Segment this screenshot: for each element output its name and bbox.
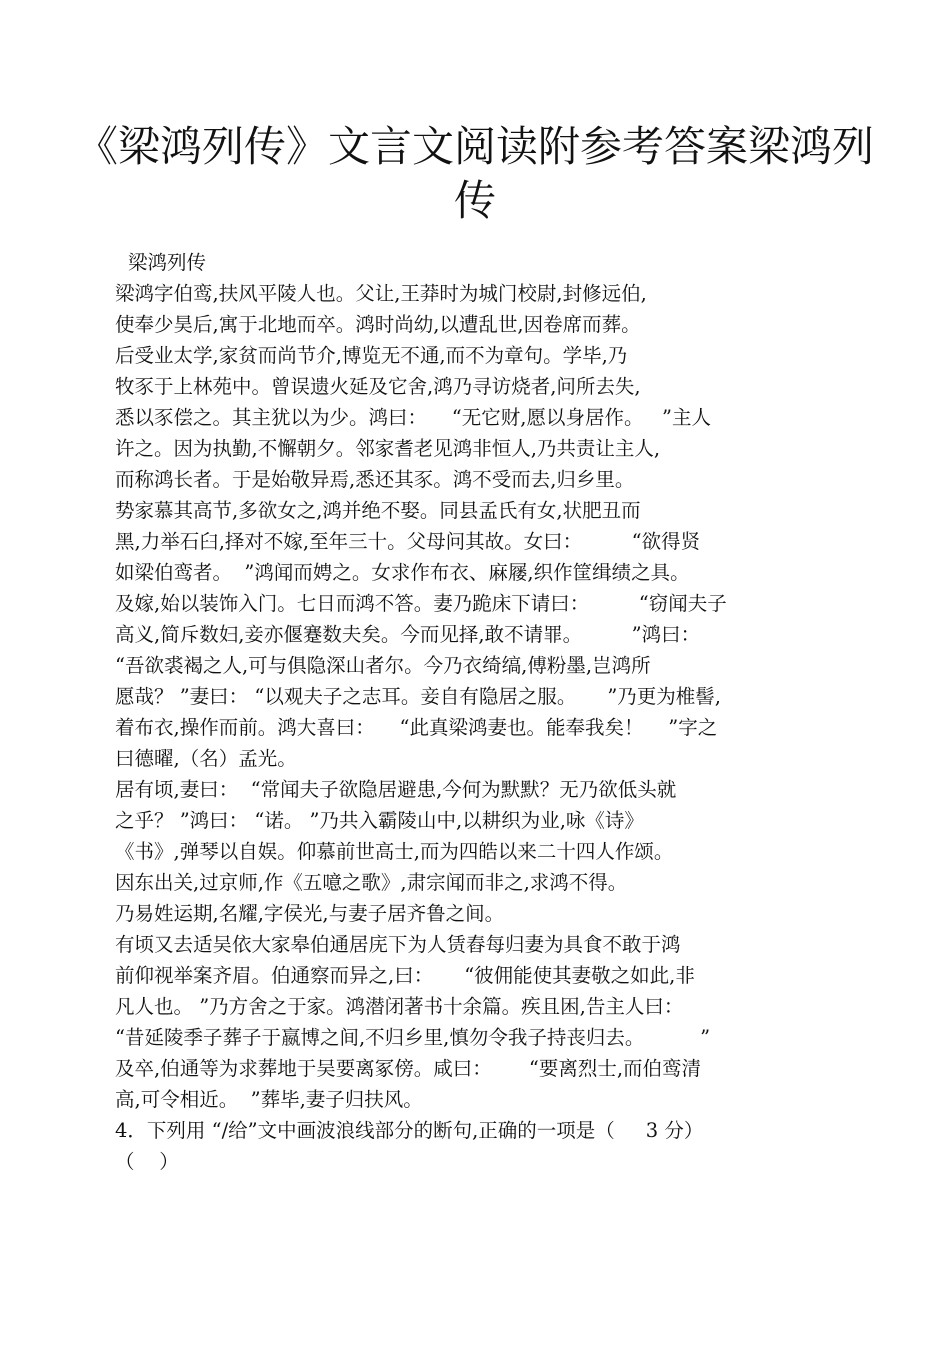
text-line: 牧豕于上林苑中。曾误遗火延及它舍,鸿乃寻访烧者,问所去失, [115,375,641,398]
section-subtitle: 梁鸿列传 [128,251,207,274]
text-line: 使奉少昊后,寓于北地而卒。鸿时尚幼,以遭乱世,因卷席而葬。 [115,313,641,336]
text-line: 因东出关,过京师,作《五噫之歌》,肃宗闻而非之,求鸿不得。 [115,871,628,894]
text-line: “昔延陵季子葬子于嬴博之间,不归乡里,慎勿令我子持丧归去。 ” [115,1026,711,1049]
text-line: 曰德曜,（名）孟光。 [115,747,297,770]
text-line: 许之。因为执勤,不懈朝夕。邻家耆老见鸿非恒人,乃共责让主人, [115,437,661,460]
text-line: 居有顷,妻曰： “常闻夫子欲隐居避患,今何为默默？无乃欲低头就 [115,778,677,801]
document-body [115,247,815,1177]
title-line-1: 《梁鸿列传》文言文阅读附参考答案梁鸿列 [75,122,874,171]
text-line: 愿哉？ ”妻曰： “以观夫子之志耳。妾自有隐居之服。 ”乃更为椎髻, [115,685,721,708]
text-line: 之乎？ ”鸿曰： “诺。 ”乃共入霸陵山中,以耕织为业,咏《诗》 [115,809,644,832]
text-line: 高义,简斥数妇,妾亦偃蹇数夫矣。今而见择,敢不请罪。 ”鸿曰： [115,623,701,646]
title-line-2: 传 [453,176,496,225]
text-line: 着布衣,操作而前。鸿大喜曰： “此真梁鸿妻也。能奉我矣！ ”字之 [115,716,718,739]
text-line: 有顷又去适吴依大家皋伯通居庑下为人赁舂每归妻为具食不敢于鸿 [115,933,681,956]
text-line: 前仰视举案齐眉。伯通察而异之,曰： “彼佣能使其妻敬之如此,非 [115,964,695,987]
text-line: 后受业太学,家贫而尚节介,博览无不通,而不为章句。学毕,乃 [115,344,628,367]
text-line: 高,可令相近。 ”葬毕,妻子归扶风。 [115,1088,423,1111]
text-line: 梁鸿字伯鸾,扶风平陵人也。父让,王莽时为城门校尉,封修远伯, [115,282,647,305]
text-line: 凡人也。 ”乃方舍之于家。鸿潜闭著书十余篇。疾且困,告主人曰： [115,995,684,1018]
text-line: 黑,力举石臼,择对不嫁,至年三十。父母问其故。女曰： “欲得贤 [115,530,701,553]
text-line: 及嫁,始以装饰入门。七日而鸿不答。妻乃跪床下请曰： “窃闻夫子 [115,592,727,615]
text-line: 如梁伯鸾者。 ”鸿闻而娉之。女求作布衣、麻屦,织作筐缉绩之具。 [115,561,690,584]
answer-blank: （ ） [115,1150,179,1173]
question-line: 4．下列用 “/给”文中画波浪线部分的断句,正确的一项是（ 3 分） [115,1119,704,1142]
text-line: 乃易姓运期,名耀,字侯光,与妻子居齐鲁之间。 [115,902,505,925]
text-line: 而称鸿长者。于是始敬异焉,悉还其豕。鸿不受而去,归乡里。 [115,468,635,491]
text-line: “吾欲裘褐之人,可与俱隐深山者尔。今乃衣绮缟,傅粉墨,岂鸿所 [115,654,651,677]
document-title [60,120,890,228]
text-line: 及卒,伯通等为求葬地于吴要离冢傍。咸曰： “要离烈士,而伯鸾清 [115,1057,702,1080]
text-line: 势家慕其高节,多欲女之,鸿并绝不娶。同县孟氏有女,状肥丑而 [115,499,641,522]
text-line: 《书》,弹琴以自娱。仰慕前世高士,而为四皓以来二十四人作颂。 [115,840,674,863]
text-line: 悉以豕偿之。其主犹以为少。鸿曰： “无它财,愿以身居作。 ”主人 [115,406,712,429]
